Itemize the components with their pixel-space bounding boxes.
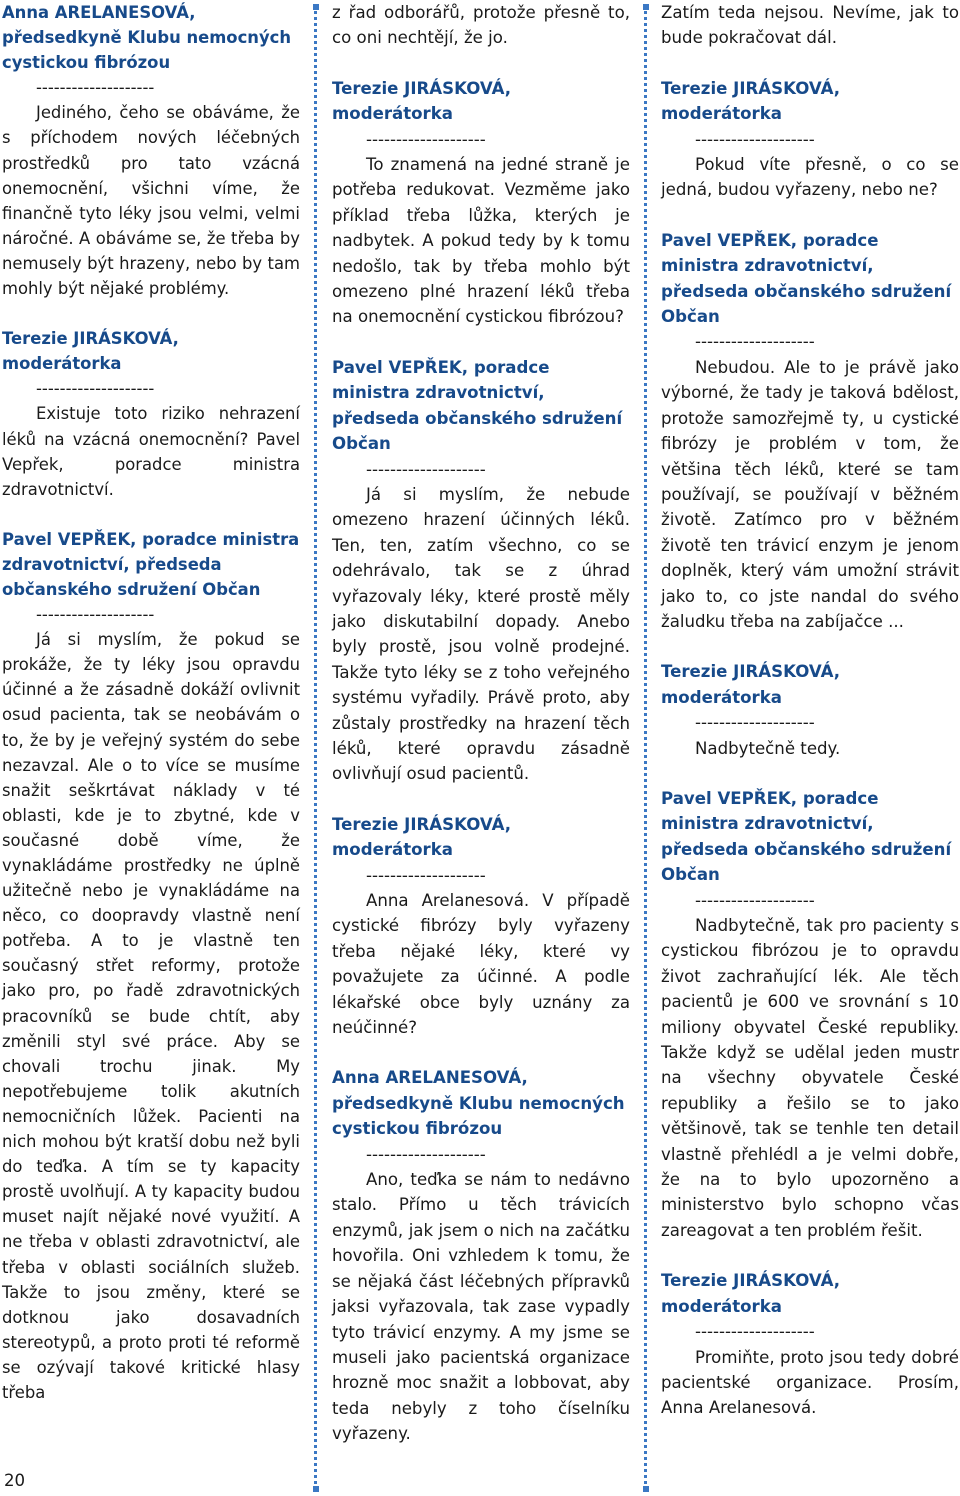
speech-block <box>661 659 959 761</box>
speech-text: Já si myslím, že pokud se prokáže, že ty léky jsou opravdu účinné a že zásadně dokáží ovlivnit osud pacienta, tak se neobávám o to, že by je veřejný systém do sebe nezavzal. Ale o to více se musíme snažit seškrtávat náklady v té oblasti, kde je to zbytné, kde v současné době víme, že vynakládáme prostředky ne úplně užitečně nebo je vynakládáme na něco, co doopravdy vlastně není potřeba. A to je vlastně ten současný střet reformy, protože jako pro, po řadě zdravotnických pracovníků se bude chtít, aby změnili styl své práce. Aby se chovali trochu jinak. My nepotřebujeme tolik akutních nemocničních lůžek. Pacienti na nich mohou být kratší dobu než byli do teďka. A tím se ty kapacity prostě uvolňují. A ty kapacity budou muset najít nějaké nové využití. A ne třeba v oblasti zdravotnictví, ale třeba v oblasti sociálních služeb. Takže to jsou změny, které se dotknou jako dosavadních stereotypů, a proto proti té reformě se ozývají takové kritické hlasy třeba <box>2 630 300 1402</box>
speaker-name: Anna ARELANESOVÁ, předsedkyně Klubu nemocných cystickou fibrózou <box>2 3 292 73</box>
separator-line: -------------------- <box>695 332 815 352</box>
separator-line: -------------------- <box>695 890 815 910</box>
speaker-name: Terezie JIRÁSKOVÁ, moderátorka <box>661 662 841 707</box>
separator-line: -------------------- <box>695 129 815 149</box>
speaker-name: Terezie JIRÁSKOVÁ, moderátorka <box>661 1271 841 1316</box>
speech-block <box>332 812 630 1041</box>
speech-block <box>661 786 959 1243</box>
continued-text: Zatím teda nejsou. Nevíme, jak to bude pokračovat dál. <box>661 3 959 48</box>
speech-text: Jediného, čeho se obáváme, že s příchodem nových léčebných prostředků pro tato vzácná onemocnění, všichni víme, že finančně tyto léky jsou velmi, velmi náročné. A obáváme se, že třeba by nemusely být hrazeny, nebo by tam mohly být nějaké problémy. <box>2 103 300 299</box>
speech-text: Ano, teďka se nám to nedávno stalo. Přímo u těch trávicích enzymů, jak jsem o nich na začátku hovořila. Oni vzhledem k tomu, že se nějaká část léčebných přípravků jaksi vyřazovala, tak zase vypadly tyto trávicí enzymy. A my jsme se museli jako pacientská organizace hrozně moc snažit a lobbovat, aby teda nebyly z toho číselníku vyřazeny. <box>332 1170 630 1444</box>
separator-line: -------------------- <box>366 129 486 149</box>
separator-line: -------------------- <box>36 78 155 98</box>
speech-text: Nadbytečně, tak pro pacienty s cystickou fibrózou je to opravdu život zachraňující lék. Ale těch pacientů je 600 ve srovnání s 10 miliony obyvatel České republiky. Takže když se udělal jeden mustr na všechny obyvatele České republiky a řešilo se to jako většinově, tak se tenhle ten detail vlastně přehlédl a je velmi dobře, že na to bylo upozorněno a ministerstvo bylo schopno včas zareagovat a ten problém řešit. <box>661 916 959 1240</box>
speech-block <box>661 228 959 635</box>
column-3 <box>661 0 959 1446</box>
separator-line: -------------------- <box>695 713 815 733</box>
speech-text: Pokud víte přesně, o co se jedná, budou vyřazeny, nebo ne? <box>661 155 959 200</box>
speech-text: To znamená na jedné straně je potřeba redukovat. Vezměme jako příklad třeba lůžka, kterých je nadbytek. A pokud tedy by k tomu nedošlo, tak by třeba mohlo být omezeno plné hrazení léků třeba na onemocnění cystickou fibrózou? <box>332 155 630 327</box>
separator-line: -------------------- <box>366 1144 486 1164</box>
speaker-name: Anna ARELANESOVÁ, předsedkyně Klubu nemocných cystickou fibrózou <box>332 1068 625 1139</box>
speaker-name: Terezie JIRÁSKOVÁ, moderátorka <box>332 814 512 860</box>
column-1 <box>2 0 300 1430</box>
speech-text: Anna Arelanesová. V případě cystické fibrózy byly vyřazeny třeba nějaké léky, které vy považujete za účinné. A podle lékařské obce byly uznány za neúčinné? <box>332 891 630 1038</box>
separator-line: -------------------- <box>36 605 155 625</box>
column-divider-left <box>314 6 317 1490</box>
speaker-name: Pavel VEPŘEK, poradce ministra zdravotnictví, předseda občanského sdružení Občan <box>332 357 623 454</box>
speaker-name: Terezie JIRÁSKOVÁ, moderátorka <box>332 78 512 124</box>
speech-block <box>332 0 630 51</box>
speech-text: Nebudou. Ale to je právě jako výborné, že tady je taková bdělost, protože samozřejmě ty, u cystické fibrózy je problém v tom, že většina těch léků, které se tam používají, se používají v běžném životě. Zatímco pro v běžném životě ten trávicí enzym je jenom doplněk, který vám umožní strávit jako to, co jste nandal do svého žaludku třeba na zabíjačce ... <box>661 357 959 631</box>
speech-block <box>661 0 959 51</box>
continued-text: z řad odborářů, protože přesně to, co oni nechtějí, že jo. <box>332 3 630 48</box>
separator-line: -------------------- <box>366 459 486 479</box>
column-divider-right <box>644 6 647 1490</box>
separator-line: -------------------- <box>366 865 486 885</box>
speech-block <box>332 1065 630 1446</box>
page-number: 20 <box>4 1471 26 1490</box>
separator-line: -------------------- <box>695 1322 815 1342</box>
speech-block <box>332 76 630 330</box>
separator-line: -------------------- <box>36 379 155 399</box>
speech-text: Nadbytečně tedy. <box>695 738 841 758</box>
column-2 <box>332 0 630 1472</box>
speech-text: Existuje toto riziko nehrazení léků na vzácná onemocnění? Pavel Vepřek, poradce ministra zdravotnictví. <box>2 404 300 499</box>
speaker-name: Pavel VEPŘEK, poradce ministra zdravotnictví, předseda občanského sdružení Občan <box>2 529 300 599</box>
speech-block <box>332 355 630 787</box>
speaker-name: Pavel VEPŘEK, poradce ministra zdravotnictví, předseda občanského sdružení Občan <box>661 788 952 885</box>
speech-block <box>2 0 300 301</box>
speech-block <box>661 1268 959 1420</box>
speaker-name: Terezie JIRÁSKOVÁ, moderátorka <box>661 78 841 124</box>
speaker-name: Terezie JIRÁSKOVÁ, moderátorka <box>2 329 179 374</box>
speech-block <box>661 76 959 203</box>
speech-block <box>2 527 300 1405</box>
speech-block <box>2 326 300 502</box>
speech-text: Promiňte, proto jsou tedy dobré pacientské organizace. Prosím, Anna Arelanesová. <box>661 1347 959 1418</box>
speech-text: Já si myslím, že nebude omezeno hrazení účinných léků. Ten, ten, zatím všechno, co se odehrávalo, tak se z úhrad vyřazovaly léky, které prostě měly jako diskutabilní dopady. Anebo byly prostě, jsou volně prodejné. Takže tyto léky se z toho veřejného systému vyřadily. Právě proto, aby zůstaly prostředky na hrazení těch léků, které opravdu zásadně ovlivňují osud pacientů. <box>332 484 630 784</box>
speaker-name: Pavel VEPŘEK, poradce ministra zdravotnictví, předseda občanského sdružení Občan <box>661 230 952 327</box>
